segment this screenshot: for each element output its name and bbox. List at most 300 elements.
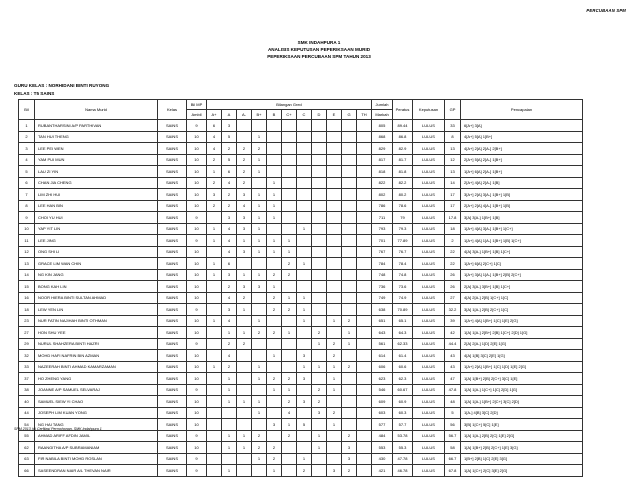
cell-jumlah: 748 — [372, 269, 393, 281]
table-row — [19, 419, 583, 431]
cell-pencapaian: 1[A+] 2[A] 1[B+] 1[C] 1[D] 1[E] 2[G] — [461, 361, 583, 373]
cell-nama: YAP YIT LIN — [35, 223, 158, 235]
cell-kelas: SAINS — [158, 361, 187, 373]
cell-grade-count: 2 — [282, 269, 297, 281]
cell-kelas: SAINS — [158, 373, 187, 385]
cell-peratus: 62.3 — [393, 373, 413, 385]
cell-bil-mp: 10 — [187, 246, 207, 258]
cell-grade-count — [357, 419, 372, 431]
col-keputusan: Keputusan — [413, 100, 445, 120]
cell-bil: 7 — [19, 189, 35, 201]
cell-grade-count: 1 — [237, 304, 252, 316]
cell-pencapaian: 1[A] 1[A-] 1[B+] 2[C+] 3[C] 2[D] — [461, 396, 583, 408]
cell-kelas: SAINS — [158, 200, 187, 212]
cell-grade-count — [342, 407, 357, 419]
cell-gp: 18 — [445, 223, 461, 235]
table-row — [19, 361, 583, 373]
cell-peratus: 86.8 — [393, 131, 413, 143]
cell-peratus: 81.7 — [393, 154, 413, 166]
table-row — [19, 292, 583, 304]
cell-nama: JOANNE A/P SAMUEL SELVARAJ — [35, 384, 158, 396]
cell-keputusan: LULUS — [413, 246, 445, 258]
table-row — [19, 304, 583, 316]
cell-grade-count — [342, 292, 357, 304]
cell-nama: BONG KAH LIN — [35, 281, 158, 293]
cell-grade-count — [327, 304, 342, 316]
cell-grade-count: 1 — [282, 292, 297, 304]
cell-grade-count: 1 — [222, 430, 237, 442]
cell-grade-count: 1 — [297, 315, 312, 327]
cell-grade-count — [342, 189, 357, 201]
cell-grade-count: 3 — [297, 396, 312, 408]
cell-grade-count — [327, 120, 342, 132]
cell-grade-count — [252, 120, 267, 132]
cell-grade-count: 2 — [252, 442, 267, 454]
cell-grade-count: 1 — [282, 384, 297, 396]
cell-grade-count — [342, 281, 357, 293]
cell-grade-count — [312, 292, 327, 304]
cell-jumlah: 701 — [372, 235, 393, 247]
cell-keputusan: LULUS — [413, 269, 445, 281]
table-row — [19, 154, 583, 166]
cell-jumlah: 553 — [372, 442, 393, 454]
cell-kelas: SAINS — [158, 235, 187, 247]
cell-grade-count: 3 — [207, 189, 222, 201]
cell-grade-count — [237, 131, 252, 143]
cell-pencapaian: 4[A] 2[A-] 2[B] 1[C+] 1[C] — [461, 292, 583, 304]
cell-grade-count: 2 — [327, 338, 342, 350]
cell-grade-count: 1 — [252, 373, 267, 385]
cell-grade-count — [327, 154, 342, 166]
cell-grade-count: 2 — [282, 373, 297, 385]
cell-grade-count: 2 — [327, 407, 342, 419]
table-row — [19, 200, 583, 212]
cell-bil: 23 — [19, 315, 35, 327]
col-grades-title: Bilangan Gred — [207, 100, 372, 110]
cell-grade-count: 2 — [222, 200, 237, 212]
cell-grade-count: 1 — [282, 327, 297, 339]
cell-grade-count — [342, 269, 357, 281]
cell-keputusan: LULUS — [413, 361, 445, 373]
cell-grade-count — [342, 235, 357, 247]
cell-grade-count: 4 — [222, 223, 237, 235]
cell-grade-count — [312, 350, 327, 362]
results-table — [18, 99, 583, 477]
cell-nama: YAM PUI MUN — [35, 154, 158, 166]
cell-kelas: SAINS — [158, 407, 187, 419]
cell-bil: 14 — [19, 269, 35, 281]
cell-nama: LIM ZHI HUI — [35, 189, 158, 201]
cell-grade-count: 2 — [342, 361, 357, 373]
cell-grade-count — [312, 465, 327, 477]
cell-grade-count — [357, 246, 372, 258]
report-title: ANALISIS KEPUTUSAN PEPERIKSAAN MURID — [267, 46, 371, 52]
cell-gp: 44.4 — [445, 338, 461, 350]
cell-grade-count — [207, 292, 222, 304]
cell-keputusan: LULUS — [413, 465, 445, 477]
cell-grade-count — [312, 189, 327, 201]
cell-grade-count: 3 — [297, 350, 312, 362]
cell-grade-count — [312, 453, 327, 465]
cell-grade-count — [357, 166, 372, 178]
cell-bil: 29 — [19, 338, 35, 350]
cell-keputusan: LULUS — [413, 304, 445, 316]
cell-nama: NUR FATIN NAJIHAH BINTI OTHMAN — [35, 315, 158, 327]
cell-grade-count — [237, 350, 252, 362]
cell-grade-count: 2 — [252, 430, 267, 442]
cell-kelas: SAINS — [158, 327, 187, 339]
cell-grade-count — [312, 212, 327, 224]
cell-bil: 9 — [19, 212, 35, 224]
cell-grade-count: 1 — [222, 373, 237, 385]
cell-kelas: SAINS — [158, 350, 187, 362]
cell-jumlah: 421 — [372, 465, 393, 477]
cell-grade-count — [357, 407, 372, 419]
cell-gp: 48 — [445, 396, 461, 408]
cell-peratus: 62.33 — [393, 338, 413, 350]
table-row — [19, 269, 583, 281]
cell-grade-count — [207, 350, 222, 362]
cell-grade-count — [282, 315, 297, 327]
cell-jumlah: 606 — [372, 361, 393, 373]
cell-grade-count: 2 — [282, 430, 297, 442]
cell-jumlah: 577 — [372, 419, 393, 431]
cell-grade-count — [252, 350, 267, 362]
cell-nama: LEE PEI WEN — [35, 143, 158, 155]
cell-grade-count — [342, 166, 357, 178]
cell-pencapaian: 1[A+] 6[A] 2[C+] 1[C] — [461, 258, 583, 270]
cell-kelas: SAINS — [158, 223, 187, 235]
cell-peratus: 74.9 — [393, 292, 413, 304]
table-row — [19, 212, 583, 224]
cell-grade-count — [327, 235, 342, 247]
cell-grade-count — [312, 166, 327, 178]
cell-bil-mp: 10 — [187, 373, 207, 385]
cell-grade-count — [357, 430, 372, 442]
cell-jumlah: 829 — [372, 143, 393, 155]
cell-grade-count: 5 — [222, 154, 237, 166]
cell-grade-count: 3 — [327, 465, 342, 477]
document-title-block — [0, 40, 638, 60]
cell-grade-count — [267, 166, 282, 178]
cell-grade-count — [282, 212, 297, 224]
cell-pencapaian: 1[A] 1[C+] 2[C] 3[E] 2[G] — [461, 465, 583, 477]
cell-grade-count — [267, 361, 282, 373]
cell-grade-count — [357, 269, 372, 281]
cell-grade-count: 3 — [237, 281, 252, 293]
col-grade: C — [297, 110, 312, 120]
cell-grade-count — [207, 212, 222, 224]
cell-grade-count — [312, 373, 327, 385]
cell-grade-count: 1 — [312, 338, 327, 350]
class-info — [14, 82, 109, 98]
cell-grade-count — [267, 131, 282, 143]
cell-grade-count — [312, 281, 327, 293]
cell-grade-count: 1 — [252, 396, 267, 408]
cell-grade-count — [327, 131, 342, 143]
cell-grade-count: 6 — [207, 120, 222, 132]
cell-kelas: SAINS — [158, 177, 187, 189]
cell-bil: 33 — [19, 361, 35, 373]
cell-bil-mp: 9 — [187, 384, 207, 396]
cell-grade-count: 1 — [312, 442, 327, 454]
cell-nama: NAZEERAH BINTI AHMAD KAMARZAMAN — [35, 361, 158, 373]
cell-bil: 27 — [19, 327, 35, 339]
cell-pencapaian: 1[A+] 4[A] 3[A-] 1[B+] 1[C+] — [461, 223, 583, 235]
cell-gp: 27 — [445, 292, 461, 304]
cell-grade-count — [297, 154, 312, 166]
cell-grade-count: 2 — [327, 350, 342, 362]
cell-grade-count — [282, 200, 297, 212]
cell-grade-count: 2 — [282, 258, 297, 270]
cell-jumlah: 614 — [372, 350, 393, 362]
cell-bil: 16 — [19, 292, 35, 304]
cell-grade-count — [327, 246, 342, 258]
cell-bil-mp: 10 — [187, 281, 207, 293]
cell-bil-mp: 10 — [187, 419, 207, 431]
col-grade: C+ — [282, 110, 297, 120]
cell-grade-count — [282, 120, 297, 132]
cell-grade-count — [327, 258, 342, 270]
cell-keputusan: LULUS — [413, 430, 445, 442]
cell-grade-count: 4 — [282, 407, 297, 419]
cell-keputusan: LULUS — [413, 384, 445, 396]
cell-grade-count: 1 — [252, 407, 267, 419]
cell-keputusan: LULUS — [413, 154, 445, 166]
cell-bil: 12 — [19, 246, 35, 258]
cell-grade-count — [357, 143, 372, 155]
cell-bil-mp: 10 — [187, 407, 207, 419]
cell-grade-count: 2 — [207, 200, 222, 212]
cell-grade-count — [357, 350, 372, 362]
col-jumlah-sub: Markah — [372, 110, 393, 120]
col-grade: B+ — [252, 110, 267, 120]
cell-grade-count — [357, 292, 372, 304]
cell-grade-count — [312, 269, 327, 281]
cell-keputusan: LULUS — [413, 327, 445, 339]
cell-grade-count: 1 — [252, 223, 267, 235]
cell-grade-count — [207, 419, 222, 431]
cell-grade-count — [282, 143, 297, 155]
cell-grade-count — [357, 315, 372, 327]
cell-grade-count — [342, 143, 357, 155]
cell-bil: 18 — [19, 304, 35, 316]
col-grade: E — [327, 110, 342, 120]
cell-grade-count: 1 — [207, 223, 222, 235]
cell-keputusan: LULUS — [413, 350, 445, 362]
cell-grade-count — [357, 361, 372, 373]
cell-grade-count — [282, 453, 297, 465]
cell-grade-count — [312, 131, 327, 143]
cell-grade-count: 1 — [252, 200, 267, 212]
cell-grade-count: 1 — [267, 465, 282, 477]
col-grade: B — [267, 110, 282, 120]
cell-kelas: SAINS — [158, 131, 187, 143]
cell-grade-count: 2 — [237, 166, 252, 178]
cell-pencapaian: 2[A] 3[A-] 3[B+] 1[B] 1[C+] — [461, 281, 583, 293]
cell-gp: 22 — [445, 258, 461, 270]
cell-grade-count — [207, 396, 222, 408]
cell-pencapaian: 2[A+] 2[A] 4[A-] 1[B+] 1[B] — [461, 200, 583, 212]
cell-jumlah: 484 — [372, 430, 393, 442]
cell-grade-count — [207, 442, 222, 454]
cell-grade-count — [342, 200, 357, 212]
cell-bil-mp: 9 — [187, 235, 207, 247]
cell-grade-count: 3 — [237, 189, 252, 201]
cell-grade-count: 5 — [222, 131, 237, 143]
cell-bil-mp: 9 — [187, 465, 207, 477]
cell-grade-count — [297, 246, 312, 258]
cell-grade-count — [237, 373, 252, 385]
cell-jumlah: 802 — [372, 189, 393, 201]
cell-grade-count — [267, 143, 282, 155]
cell-grade-count: 1 — [267, 177, 282, 189]
cell-bil: 4 — [19, 154, 35, 166]
col-grade: A — [222, 110, 237, 120]
cell-grade-count: 1 — [207, 361, 222, 373]
cell-grade-count: 1 — [252, 166, 267, 178]
cell-grade-count — [237, 419, 252, 431]
cell-grade-count — [282, 223, 297, 235]
cell-grade-count — [327, 200, 342, 212]
col-bilmp: Bil MP — [187, 100, 207, 110]
cell-pencapaian: 3[A] 1[A-] 2[B] 2[C+] 1[C] — [461, 304, 583, 316]
table-row — [19, 453, 583, 465]
cell-grade-count: 3 — [342, 442, 357, 454]
table-row — [19, 396, 583, 408]
cell-grade-count: 1 — [252, 235, 267, 247]
cell-peratus: 61.4 — [393, 350, 413, 362]
cell-grade-count: 1 — [297, 361, 312, 373]
cell-grade-count: 1 — [222, 465, 237, 477]
cell-grade-count — [357, 235, 372, 247]
cell-keputusan: LULUS — [413, 292, 445, 304]
cell-grade-count: 2 — [267, 373, 282, 385]
cell-peratus: 65.1 — [393, 315, 413, 327]
cell-peratus: 46.78 — [393, 465, 413, 477]
cell-pencapaian: 1[A+] 6[A] 2[A-] 1[B+] — [461, 166, 583, 178]
cell-grade-count — [357, 177, 372, 189]
cell-grade-count — [342, 396, 357, 408]
cell-grade-count — [207, 465, 222, 477]
cell-grade-count: 2 — [237, 177, 252, 189]
cell-grade-count: 2 — [312, 327, 327, 339]
cell-grade-count — [342, 212, 357, 224]
cell-grade-count — [267, 154, 282, 166]
cell-grade-count: 2 — [267, 327, 282, 339]
cell-gp: 2 — [445, 235, 461, 247]
cell-grade-count — [297, 189, 312, 201]
cell-grade-count — [327, 327, 342, 339]
cell-peratus: 81.8 — [393, 166, 413, 178]
col-grade: G — [342, 110, 357, 120]
table-row — [19, 223, 583, 235]
cell-keputusan: LULUS — [413, 258, 445, 270]
cell-grade-count — [237, 361, 252, 373]
cell-keputusan: LULUS — [413, 200, 445, 212]
cell-bil-mp: 10 — [187, 189, 207, 201]
cell-grade-count: 1 — [252, 212, 267, 224]
cell-peratus: 74.8 — [393, 269, 413, 281]
table-row — [19, 189, 583, 201]
cell-grade-count: 1 — [252, 189, 267, 201]
cell-keputusan: LULUS — [413, 442, 445, 454]
cell-grade-count: 1 — [252, 246, 267, 258]
cell-grade-count: 2 — [222, 281, 237, 293]
cell-grade-count — [312, 223, 327, 235]
col-pencapaian: Pencapaian — [461, 100, 583, 120]
cell-grade-count — [207, 453, 222, 465]
cell-keputusan: LULUS — [413, 235, 445, 247]
cell-bil-mp: 10 — [187, 269, 207, 281]
cell-grade-count: 2 — [297, 465, 312, 477]
cell-grade-count — [312, 315, 327, 327]
cell-bil-mp: 10 — [187, 258, 207, 270]
cell-jumlah: 749 — [372, 292, 393, 304]
cell-peratus: 57.7 — [393, 419, 413, 431]
cell-grade-count: 1 — [222, 384, 237, 396]
col-grade: D — [312, 110, 327, 120]
cell-grade-count — [252, 384, 267, 396]
cell-peratus: 60.9 — [393, 396, 413, 408]
cell-gp: 58 — [445, 442, 461, 454]
cell-grade-count: 2 — [237, 338, 252, 350]
cell-bil-mp: 10 — [187, 350, 207, 362]
cell-jumlah: 643 — [372, 327, 393, 339]
cell-grade-count — [267, 338, 282, 350]
cell-grade-count: 2 — [267, 442, 282, 454]
col-jumlah: Jumlah — [372, 100, 393, 110]
cell-gp: 32.2 — [445, 304, 461, 316]
cell-grade-count: 1 — [252, 315, 267, 327]
cell-kelas: SAINS — [158, 304, 187, 316]
cell-jumlah: 609 — [372, 396, 393, 408]
cell-bil: 8 — [19, 200, 35, 212]
cell-grade-count: 3 — [237, 246, 252, 258]
table-row — [19, 258, 583, 270]
cell-nama: SAMUEL SIEW YI CHAO — [35, 396, 158, 408]
table-row — [19, 350, 583, 362]
cell-nama: MOHD HAFI NAFRIN BIN AZMAN — [35, 350, 158, 362]
cell-pencapaian: 6[A+] 3[A] — [461, 120, 583, 132]
cell-keputusan: LULUS — [413, 373, 445, 385]
col-peratus: Peratus — [393, 100, 413, 120]
cell-grade-count — [357, 131, 372, 143]
cell-grade-count: 1 — [237, 235, 252, 247]
cell-grade-count: 3 — [222, 212, 237, 224]
cell-grade-count — [312, 419, 327, 431]
cell-grade-count — [297, 200, 312, 212]
cell-bil-mp: 10 — [187, 143, 207, 155]
cell-pencapaian: 2[A+] 5[A] 2[A-] 1[B+] — [461, 154, 583, 166]
cell-kelas: SAINS — [158, 430, 187, 442]
cell-grade-count — [357, 338, 372, 350]
cell-grade-count: 1 — [312, 361, 327, 373]
cell-nama: NG KIN JANG — [35, 269, 158, 281]
cell-grade-count: 1 — [237, 396, 252, 408]
cell-gp: 39 — [445, 315, 461, 327]
cell-kelas: SAINS — [158, 258, 187, 270]
cell-grade-count: 1 — [252, 269, 267, 281]
cell-nama: CHAN JIA CHENG — [35, 177, 158, 189]
cell-grade-count — [312, 154, 327, 166]
cell-peratus: 73.6 — [393, 281, 413, 293]
cell-bil-mp: 10 — [187, 166, 207, 178]
cell-nama: TAN HUI THENG — [35, 131, 158, 143]
cell-jumlah: 651 — [372, 315, 393, 327]
table-row — [19, 315, 583, 327]
cell-kelas: SAINS — [158, 453, 187, 465]
